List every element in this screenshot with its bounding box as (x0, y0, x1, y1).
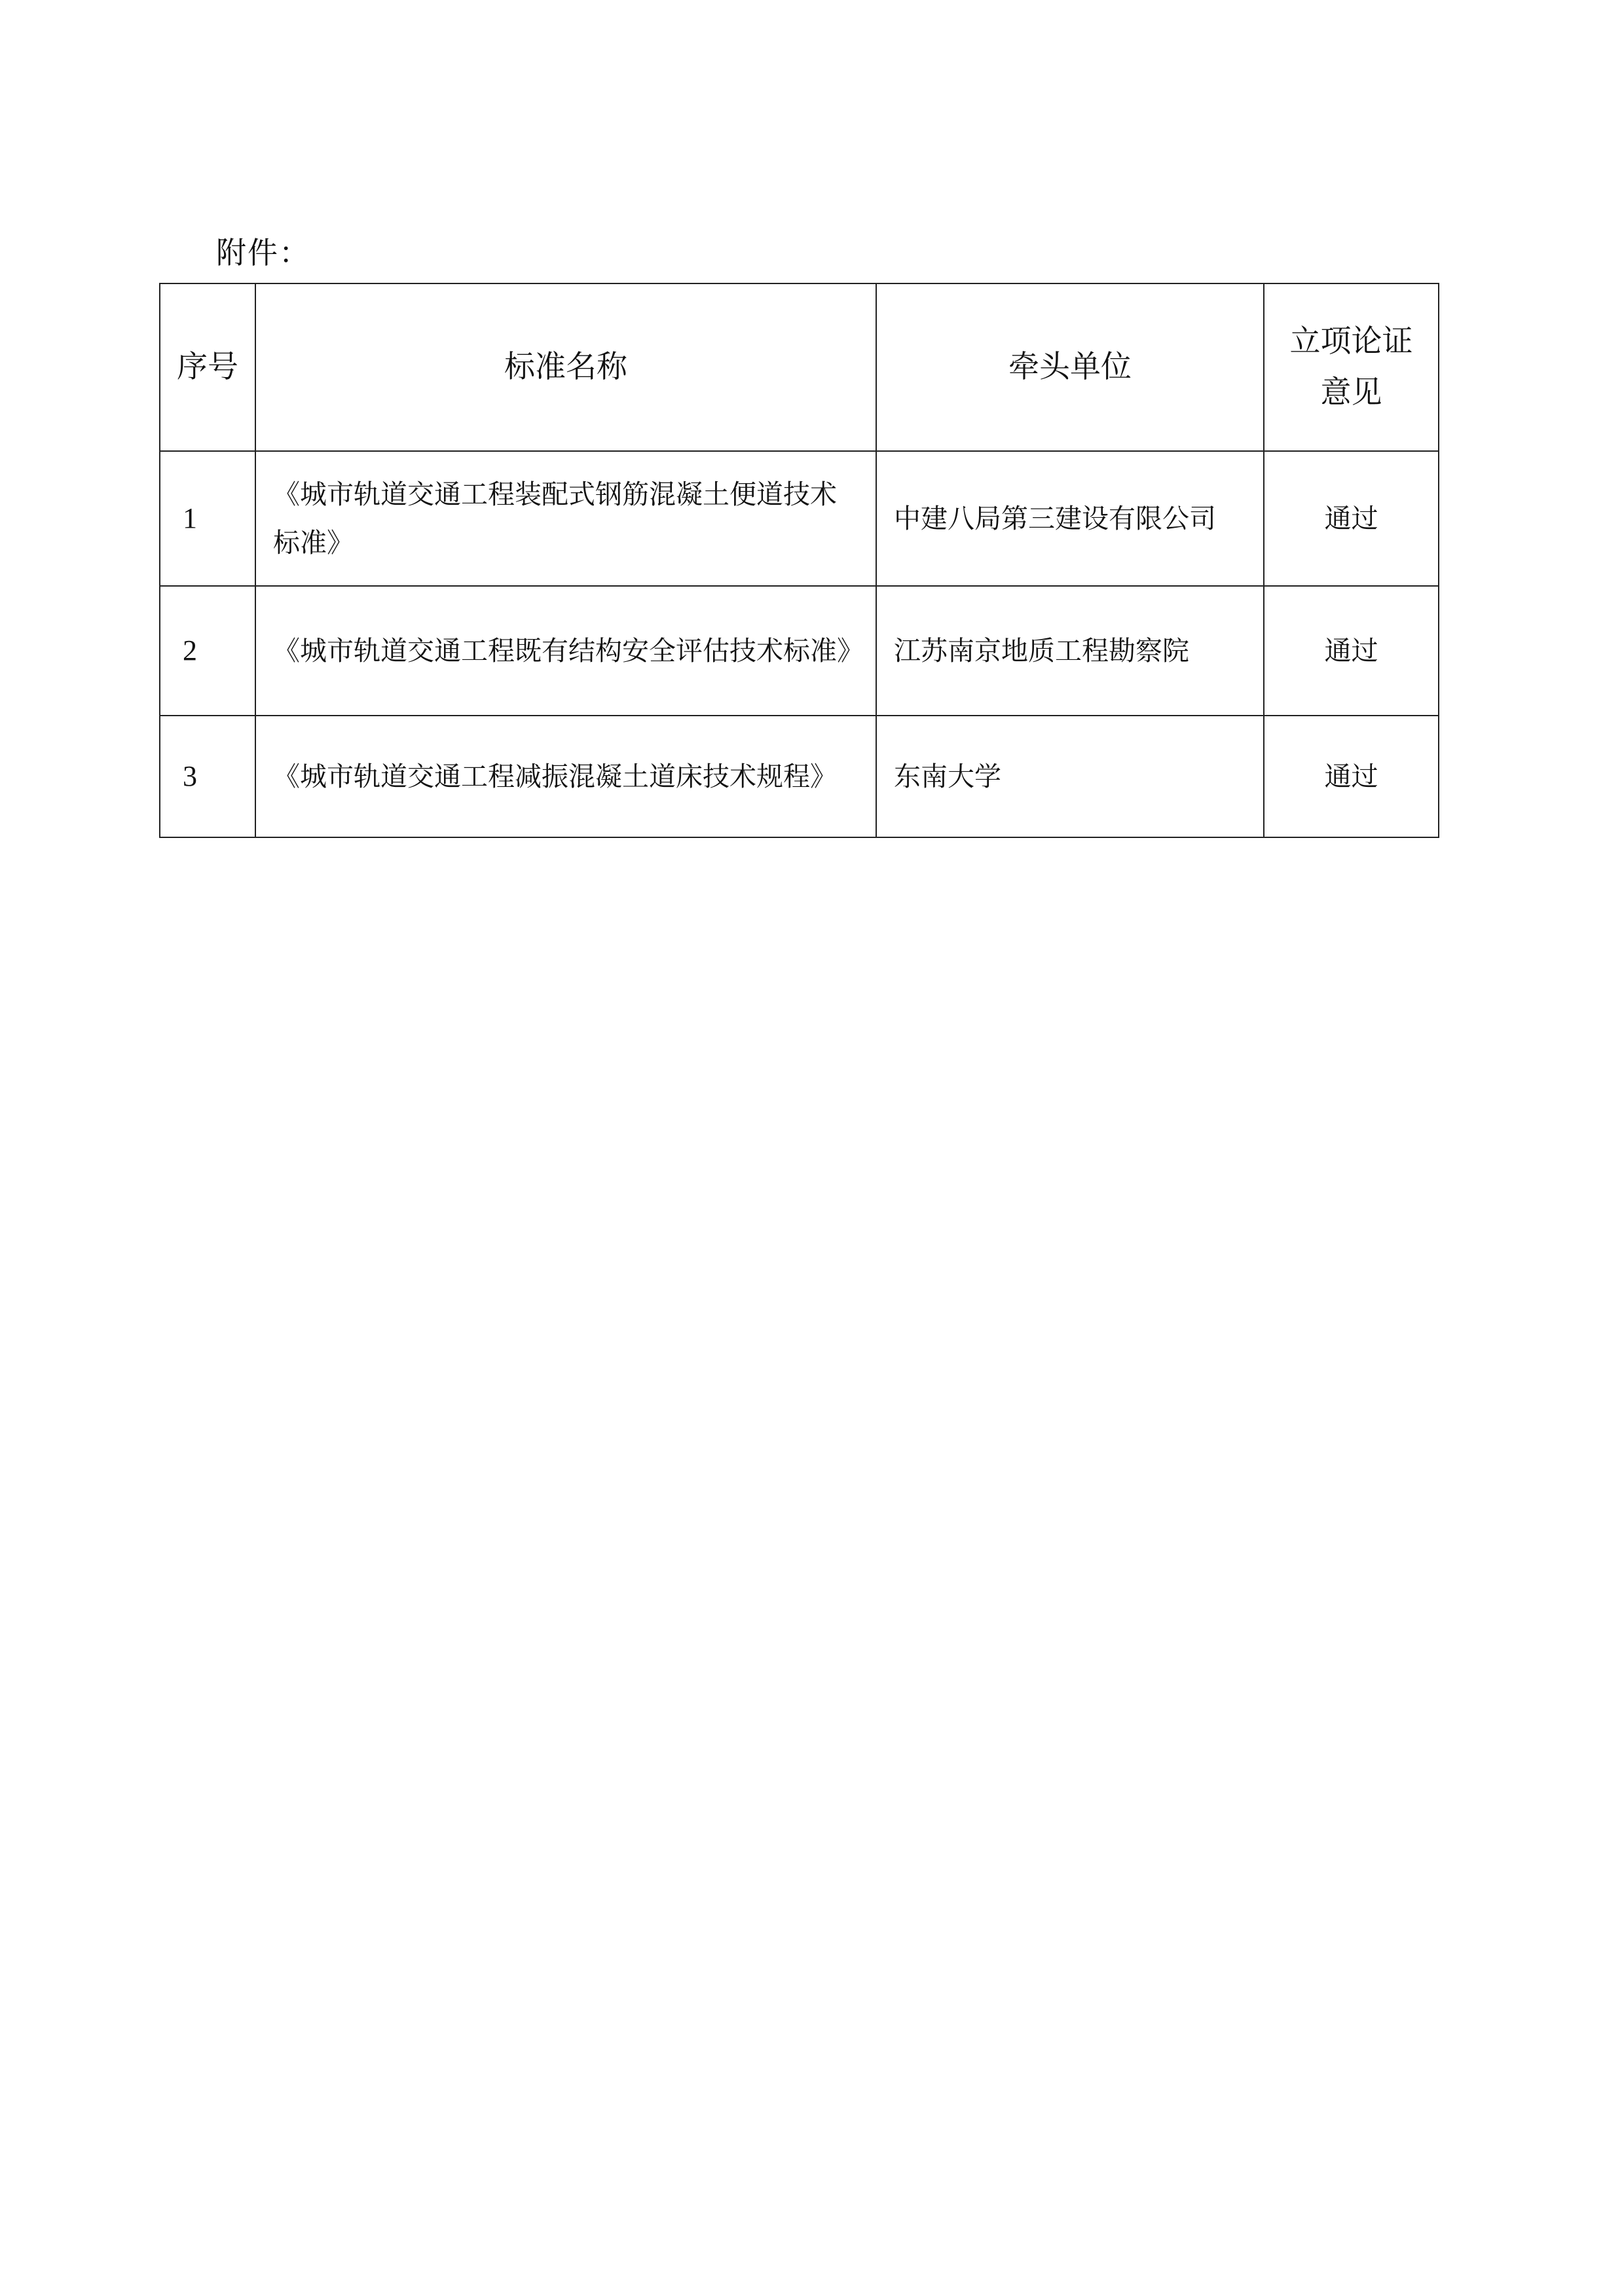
header-lead-unit: 牵头单位 (876, 283, 1264, 451)
attachment-label: 附件： (216, 235, 310, 270)
row-number: 3 (160, 716, 255, 837)
lead-unit: 中建八局第三建设有限公司 (876, 451, 1264, 586)
table-header-row (160, 283, 1439, 451)
standards-table (159, 283, 1439, 838)
table-row (160, 586, 1439, 716)
standard-name: 《城市轨道交通工程装配式钢筋混凝土便道技术标准》 (255, 451, 876, 586)
table-row (160, 716, 1439, 837)
row-number: 1 (160, 451, 255, 586)
lead-unit: 东南大学 (876, 716, 1264, 837)
table-row (160, 451, 1439, 586)
header-no: 序号 (160, 283, 255, 451)
header-opinion (1264, 283, 1439, 451)
header-opinion-text: 立项论证意见 (1289, 323, 1413, 410)
opinion: 通过 (1264, 716, 1439, 837)
row-number: 2 (160, 586, 255, 716)
opinion: 通过 (1264, 451, 1439, 586)
standard-name: 《城市轨道交通工程既有结构安全评估技术标准》 (255, 586, 876, 716)
opinion: 通过 (1264, 586, 1439, 716)
standard-name: 《城市轨道交通工程减振混凝土道床技术规程》 (255, 716, 876, 837)
header-standard-name: 标准名称 (255, 283, 876, 451)
lead-unit: 江苏南京地质工程勘察院 (876, 586, 1264, 716)
